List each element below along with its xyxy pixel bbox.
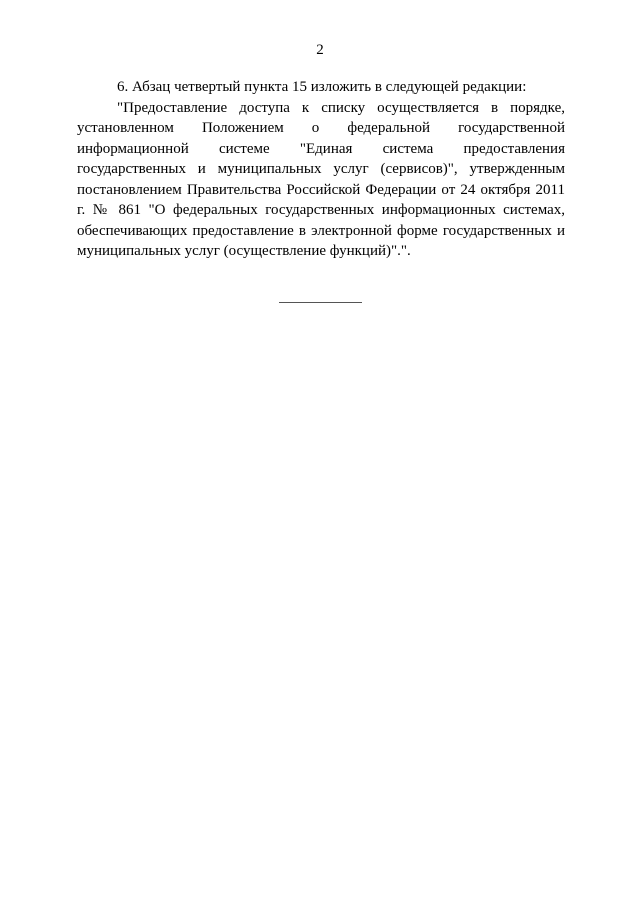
page-number: 2 <box>316 42 324 58</box>
end-divider <box>279 302 362 303</box>
paragraph-amendment-text: "Предоставление доступа к списку осуществляется в порядке, установленном Положением о федеральной государственной информационной системе "Единая система предоставления государственных и муниципальных услуг (сервисов)", утвержденным постановлением Правительства Российской Федерации от 24 октября 2011 г. № 861 "О федеральных государственных информационных системах, обеспечивающих предоставление в электронной форме государственных и муниципальных услуг (осуществление функций)".". <box>77 99 565 259</box>
document-body <box>77 77 565 262</box>
paragraph-amendment-intro: 6. Абзац четвертый пункта 15 изложить в следующей редакции: <box>117 79 527 95</box>
